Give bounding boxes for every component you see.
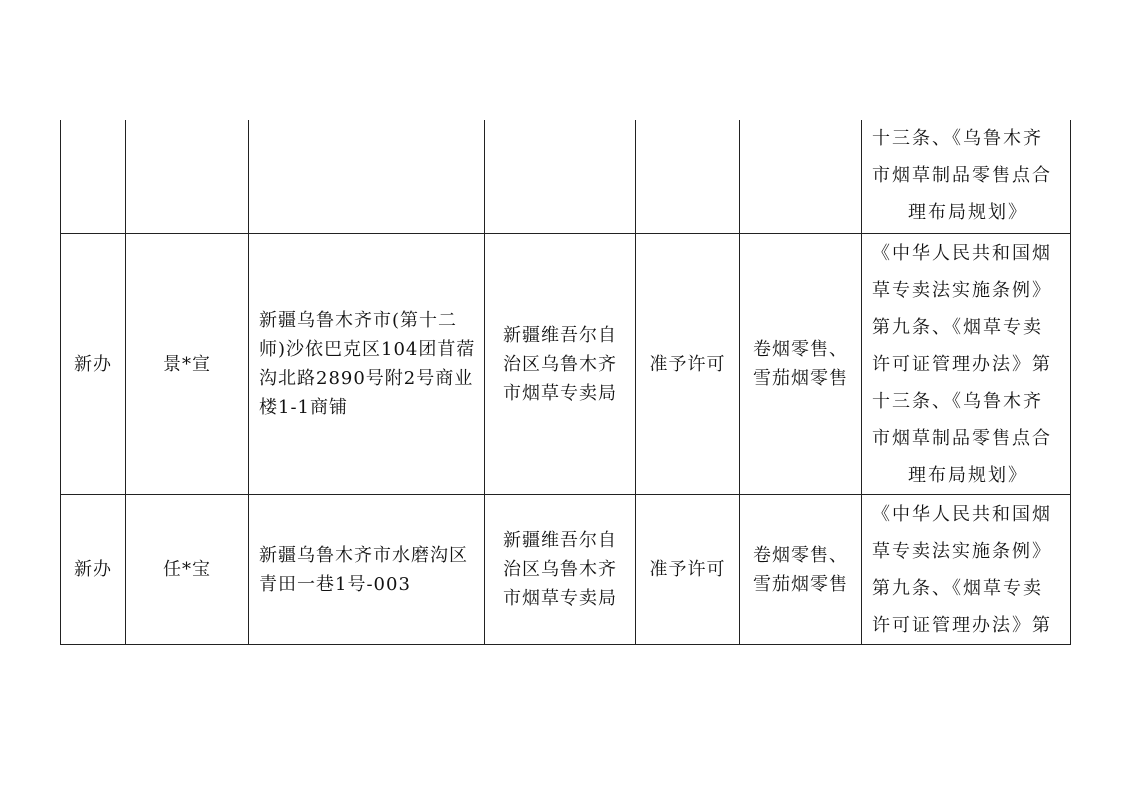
basis-line: 许可证管理办法》第 [872, 614, 1052, 636]
basis-line: 市烟草制品零售点合 [872, 165, 1052, 186]
name-cell [126, 120, 249, 234]
license-table [60, 120, 1071, 645]
scope-cell [740, 120, 862, 234]
basis-line: 《中华人民共和国烟 [872, 242, 1052, 264]
basis-line: 草专卖法实施条例》 [872, 540, 1052, 562]
table-row [61, 120, 1071, 234]
basis-line: 理布局规划》 [908, 202, 1028, 223]
basis-line: 十三条、《乌鲁木齐 [872, 390, 1043, 412]
decision-cell: 准予许可 [636, 234, 740, 495]
address-cell: 新疆乌鲁木齐市水磨沟区青田一巷1号-003 [249, 495, 485, 645]
table-row [61, 495, 1071, 645]
basis-line: 第九条、《烟草专卖 [872, 316, 1043, 338]
basis-cell [862, 495, 1071, 645]
scope-cell: 卷烟零售、雪茄烟零售 [740, 495, 862, 645]
basis-line: 《中华人民共和国烟 [872, 503, 1052, 525]
name-cell: 景*宣 [126, 234, 249, 495]
basis-line: 市烟草制品零售点合 [872, 427, 1052, 449]
basis-line: 十三条、《乌鲁木齐 [872, 128, 1043, 149]
basis-line: 许可证管理办法》第 [872, 353, 1052, 375]
address-cell: 新疆乌鲁木齐市(第十二师)沙依巴克区104团苜蓿沟北路2890号附2号商业楼1-1商铺 [249, 234, 485, 495]
authority-cell: 新疆维吾尔自治区乌鲁木齐市烟草专卖局 [485, 234, 636, 495]
decision-cell: 准予许可 [636, 495, 740, 645]
scope-cell: 卷烟零售、雪茄烟零售 [740, 234, 862, 495]
address-cell [249, 120, 485, 234]
basis-line: 草专卖法实施条例》 [872, 279, 1052, 301]
name-cell: 任*宝 [126, 495, 249, 645]
type-cell [61, 120, 126, 234]
type-cell: 新办 [61, 234, 126, 495]
table-row [61, 234, 1071, 495]
basis-line: 第九条、《烟草专卖 [872, 577, 1043, 599]
basis-cell [862, 234, 1071, 495]
basis-cell [862, 120, 1071, 234]
type-cell: 新办 [61, 495, 126, 645]
authority-cell: 新疆维吾尔自治区乌鲁木齐市烟草专卖局 [485, 495, 636, 645]
basis-line: 理布局规划》 [908, 464, 1028, 486]
authority-cell [485, 120, 636, 234]
decision-cell [636, 120, 740, 234]
